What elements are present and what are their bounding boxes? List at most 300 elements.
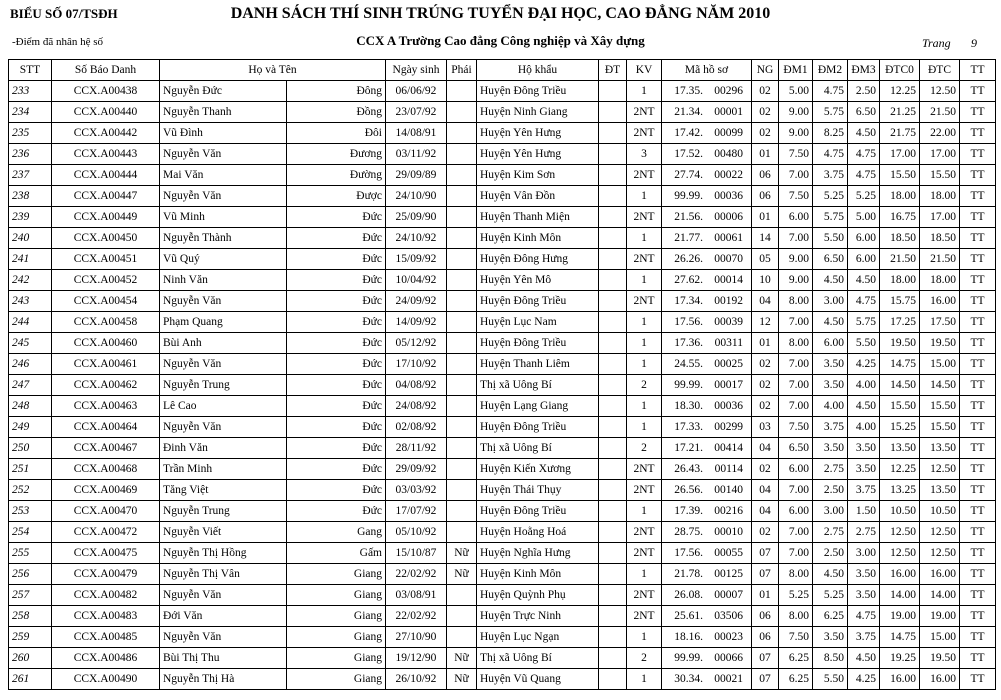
score-1-cell: 9.00 bbox=[779, 123, 813, 144]
total-cell: 10.50 bbox=[920, 501, 960, 522]
stt-cell: 258 bbox=[9, 606, 52, 627]
file-code-cell bbox=[662, 102, 752, 123]
file-code-cell bbox=[662, 459, 752, 480]
gender-cell: Nữ bbox=[447, 564, 477, 585]
table-row bbox=[9, 522, 996, 543]
given-name-cell: Đông bbox=[287, 81, 386, 102]
column-header-ng: NG bbox=[752, 60, 779, 81]
total-cell: 19.00 bbox=[920, 606, 960, 627]
file-code-prefix: 24.55. bbox=[674, 357, 703, 370]
gender-cell bbox=[447, 417, 477, 438]
status-cell: TT bbox=[960, 564, 996, 585]
total-cell: 15.50 bbox=[920, 165, 960, 186]
score-3-cell: 2.50 bbox=[848, 81, 880, 102]
surname-cell: Lê Cao bbox=[160, 396, 287, 417]
total-cell: 18.50 bbox=[920, 228, 960, 249]
score-1-cell: 7.50 bbox=[779, 186, 813, 207]
column-header-name: Họ và Tên bbox=[160, 60, 386, 81]
choice-cell: 03 bbox=[752, 417, 779, 438]
total-raw-cell: 15.50 bbox=[880, 396, 920, 417]
file-code-suffix: 00001 bbox=[714, 105, 743, 118]
household-cell: Huyện Yên Hưng bbox=[477, 123, 599, 144]
column-header-dtc: ĐTC bbox=[920, 60, 960, 81]
household-cell: Thị xã Uông Bí bbox=[477, 648, 599, 669]
total-cell: 17.50 bbox=[920, 312, 960, 333]
household-cell: Huyện Đông Triều bbox=[477, 417, 599, 438]
score-3-cell: 4.50 bbox=[848, 396, 880, 417]
table-row bbox=[9, 417, 996, 438]
file-code-prefix: 28.75. bbox=[674, 525, 703, 538]
file-code-cell bbox=[662, 207, 752, 228]
household-cell: Huyện Lục Ngạn bbox=[477, 627, 599, 648]
choice-cell: 07 bbox=[752, 669, 779, 690]
score-2-cell: 6.50 bbox=[813, 249, 848, 270]
total-cell: 15.00 bbox=[920, 354, 960, 375]
household-cell: Huyện Đông Triều bbox=[477, 291, 599, 312]
gender-cell bbox=[447, 165, 477, 186]
score-2-cell: 3.50 bbox=[813, 627, 848, 648]
gender-cell: Nữ bbox=[447, 543, 477, 564]
region-cell: 2NT bbox=[627, 585, 662, 606]
candidate-number-cell: CCX.A00464 bbox=[52, 417, 160, 438]
birth-date-cell: 10/04/92 bbox=[386, 270, 447, 291]
region-cell: 1 bbox=[627, 417, 662, 438]
file-code-prefix: 17.56. bbox=[674, 546, 703, 559]
total-cell: 16.00 bbox=[920, 291, 960, 312]
total-raw-cell: 18.00 bbox=[880, 186, 920, 207]
birth-date-cell: 22/02/92 bbox=[386, 606, 447, 627]
gender-cell bbox=[447, 375, 477, 396]
column-header-household: Hộ khẩu bbox=[477, 60, 599, 81]
file-code-suffix: 00192 bbox=[714, 294, 743, 307]
score-2-cell: 4.75 bbox=[813, 144, 848, 165]
household-cell: Huyện Thanh Miện bbox=[477, 207, 599, 228]
total-cell: 21.50 bbox=[920, 102, 960, 123]
total-raw-cell: 16.00 bbox=[880, 564, 920, 585]
score-3-cell: 3.75 bbox=[848, 627, 880, 648]
score-3-cell: 4.75 bbox=[848, 606, 880, 627]
total-raw-cell: 18.50 bbox=[880, 228, 920, 249]
status-cell: TT bbox=[960, 396, 996, 417]
given-name-cell: Giang bbox=[287, 564, 386, 585]
file-code-prefix: 17.21. bbox=[674, 441, 703, 454]
status-cell: TT bbox=[960, 480, 996, 501]
page-number: 9 bbox=[971, 36, 977, 50]
table-row bbox=[9, 648, 996, 669]
file-code-cell bbox=[662, 501, 752, 522]
total-cell: 14.00 bbox=[920, 585, 960, 606]
given-name-cell: Đức bbox=[287, 459, 386, 480]
file-code-cell bbox=[662, 291, 752, 312]
gender-cell bbox=[447, 144, 477, 165]
household-cell: Huyện Yên Mô bbox=[477, 270, 599, 291]
birth-date-cell: 24/09/92 bbox=[386, 291, 447, 312]
choice-cell: 05 bbox=[752, 249, 779, 270]
birth-date-cell: 15/10/87 bbox=[386, 543, 447, 564]
score-2-cell: 3.00 bbox=[813, 501, 848, 522]
given-name-cell: Đức bbox=[287, 333, 386, 354]
score-2-cell: 5.25 bbox=[813, 585, 848, 606]
priority-group-cell bbox=[599, 417, 627, 438]
stt-cell: 239 bbox=[9, 207, 52, 228]
file-code-suffix: 00061 bbox=[714, 231, 743, 244]
table-row bbox=[9, 312, 996, 333]
choice-cell: 06 bbox=[752, 606, 779, 627]
candidate-number-cell: CCX.A00469 bbox=[52, 480, 160, 501]
table-header bbox=[9, 60, 996, 81]
file-code-suffix: 00125 bbox=[714, 567, 743, 580]
score-1-cell: 8.00 bbox=[779, 564, 813, 585]
surname-cell: Nguyễn Văn bbox=[160, 627, 287, 648]
file-code-cell bbox=[662, 354, 752, 375]
surname-cell: Nguyễn Thành bbox=[160, 228, 287, 249]
file-code-prefix: 18.16. bbox=[674, 630, 703, 643]
priority-group-cell bbox=[599, 102, 627, 123]
score-3-cell: 3.50 bbox=[848, 585, 880, 606]
status-cell: TT bbox=[960, 207, 996, 228]
status-cell: TT bbox=[960, 354, 996, 375]
status-cell: TT bbox=[960, 144, 996, 165]
birth-date-cell: 27/10/90 bbox=[386, 627, 447, 648]
stt-cell: 237 bbox=[9, 165, 52, 186]
stt-cell: 246 bbox=[9, 354, 52, 375]
given-name-cell: Đức bbox=[287, 375, 386, 396]
score-2-cell: 3.50 bbox=[813, 375, 848, 396]
given-name-cell: Đường bbox=[287, 165, 386, 186]
surname-cell: Nguyễn Văn bbox=[160, 585, 287, 606]
choice-cell: 04 bbox=[752, 438, 779, 459]
table-row bbox=[9, 249, 996, 270]
score-3-cell: 5.25 bbox=[848, 186, 880, 207]
file-code-prefix: 21.34. bbox=[674, 105, 703, 118]
given-name-cell: Giang bbox=[287, 627, 386, 648]
surname-cell: Vũ Quý bbox=[160, 249, 287, 270]
household-cell: Huyện Ninh Giang bbox=[477, 102, 599, 123]
file-code-cell bbox=[662, 123, 752, 144]
table-row bbox=[9, 81, 996, 102]
table-row bbox=[9, 207, 996, 228]
priority-group-cell bbox=[599, 648, 627, 669]
total-raw-cell: 17.00 bbox=[880, 144, 920, 165]
file-code-cell bbox=[662, 375, 752, 396]
birth-date-cell: 05/12/92 bbox=[386, 333, 447, 354]
score-1-cell: 7.00 bbox=[779, 522, 813, 543]
table-row bbox=[9, 585, 996, 606]
column-header-dm1: ĐM1 bbox=[779, 60, 813, 81]
surname-cell: Ninh Văn bbox=[160, 270, 287, 291]
birth-date-cell: 22/02/92 bbox=[386, 564, 447, 585]
score-2-cell: 5.25 bbox=[813, 186, 848, 207]
file-code-cell bbox=[662, 669, 752, 690]
score-1-cell: 6.00 bbox=[779, 501, 813, 522]
given-name-cell: Giang bbox=[287, 585, 386, 606]
score-2-cell: 5.50 bbox=[813, 669, 848, 690]
score-3-cell: 4.00 bbox=[848, 417, 880, 438]
score-3-cell: 4.50 bbox=[848, 270, 880, 291]
file-code-suffix: 00022 bbox=[714, 168, 743, 181]
region-cell: 2NT bbox=[627, 207, 662, 228]
candidate-number-cell: CCX.A00450 bbox=[52, 228, 160, 249]
gender-cell bbox=[447, 123, 477, 144]
candidate-number-cell: CCX.A00467 bbox=[52, 438, 160, 459]
gender-cell bbox=[447, 585, 477, 606]
score-3-cell: 4.25 bbox=[848, 669, 880, 690]
file-code-cell bbox=[662, 564, 752, 585]
status-cell: TT bbox=[960, 522, 996, 543]
table-row bbox=[9, 606, 996, 627]
candidate-number-cell: CCX.A00483 bbox=[52, 606, 160, 627]
choice-cell: 10 bbox=[752, 270, 779, 291]
file-code-suffix: 00296 bbox=[714, 84, 743, 97]
household-cell: Huyện Thanh Liêm bbox=[477, 354, 599, 375]
total-cell: 22.00 bbox=[920, 123, 960, 144]
total-raw-cell: 19.25 bbox=[880, 648, 920, 669]
status-cell: TT bbox=[960, 312, 996, 333]
choice-cell: 04 bbox=[752, 501, 779, 522]
priority-group-cell bbox=[599, 375, 627, 396]
total-cell: 19.50 bbox=[920, 333, 960, 354]
status-cell: TT bbox=[960, 333, 996, 354]
score-2-cell: 6.25 bbox=[813, 606, 848, 627]
file-code-prefix: 21.78. bbox=[674, 567, 703, 580]
surname-cell: Nguyễn Thị Vân bbox=[160, 564, 287, 585]
surname-cell: Vũ Minh bbox=[160, 207, 287, 228]
stt-cell: 248 bbox=[9, 396, 52, 417]
total-raw-cell: 14.75 bbox=[880, 627, 920, 648]
score-1-cell: 8.00 bbox=[779, 291, 813, 312]
gender-cell bbox=[447, 354, 477, 375]
birth-date-cell: 24/10/92 bbox=[386, 228, 447, 249]
score-2-cell: 4.50 bbox=[813, 312, 848, 333]
file-code-prefix: 30.34. bbox=[674, 672, 703, 685]
gender-cell bbox=[447, 501, 477, 522]
surname-cell: Nguyễn Văn bbox=[160, 186, 287, 207]
total-cell: 15.50 bbox=[920, 396, 960, 417]
status-cell: TT bbox=[960, 165, 996, 186]
household-cell: Huyện Hoằng Hoá bbox=[477, 522, 599, 543]
region-cell: 2 bbox=[627, 438, 662, 459]
table-row bbox=[9, 165, 996, 186]
column-header-birth: Ngày sinh bbox=[386, 60, 447, 81]
score-3-cell: 6.50 bbox=[848, 102, 880, 123]
table-row bbox=[9, 669, 996, 690]
stt-cell: 242 bbox=[9, 270, 52, 291]
file-code-prefix: 27.62. bbox=[674, 273, 703, 286]
file-code-suffix: 00480 bbox=[714, 147, 743, 160]
candidate-number-cell: CCX.A00485 bbox=[52, 627, 160, 648]
candidate-number-cell: CCX.A00468 bbox=[52, 459, 160, 480]
gender-cell: Nữ bbox=[447, 669, 477, 690]
surname-cell: Nguyễn Thanh bbox=[160, 102, 287, 123]
priority-group-cell bbox=[599, 543, 627, 564]
given-name-cell: Đức bbox=[287, 438, 386, 459]
score-1-cell: 5.25 bbox=[779, 585, 813, 606]
total-raw-cell: 19.50 bbox=[880, 333, 920, 354]
priority-group-cell bbox=[599, 669, 627, 690]
status-cell: TT bbox=[960, 375, 996, 396]
table-row bbox=[9, 375, 996, 396]
birth-date-cell: 14/08/91 bbox=[386, 123, 447, 144]
file-code-suffix: 00014 bbox=[714, 273, 743, 286]
gender-cell bbox=[447, 333, 477, 354]
file-code-suffix: 00007 bbox=[714, 588, 743, 601]
stt-cell: 261 bbox=[9, 669, 52, 690]
score-3-cell: 5.00 bbox=[848, 207, 880, 228]
given-name-cell: Đức bbox=[287, 228, 386, 249]
region-cell: 1 bbox=[627, 564, 662, 585]
candidate-number-cell: CCX.A00458 bbox=[52, 312, 160, 333]
priority-group-cell bbox=[599, 207, 627, 228]
household-cell: Huyện Vân Đồn bbox=[477, 186, 599, 207]
file-code-prefix: 99.99. bbox=[674, 378, 703, 391]
region-cell: 1 bbox=[627, 186, 662, 207]
birth-date-cell: 03/08/91 bbox=[386, 585, 447, 606]
score-note: -Điểm đã nhân hệ số bbox=[12, 36, 104, 48]
score-1-cell: 9.00 bbox=[779, 249, 813, 270]
status-cell: TT bbox=[960, 585, 996, 606]
status-cell: TT bbox=[960, 438, 996, 459]
file-code-cell bbox=[662, 186, 752, 207]
candidate-number-cell: CCX.A00452 bbox=[52, 270, 160, 291]
region-cell: 2NT bbox=[627, 249, 662, 270]
file-code-suffix: 00006 bbox=[714, 210, 743, 223]
gender-cell bbox=[447, 396, 477, 417]
table-row bbox=[9, 459, 996, 480]
surname-cell: Nguyễn Thị Hà bbox=[160, 669, 287, 690]
score-1-cell: 6.50 bbox=[779, 438, 813, 459]
table-row bbox=[9, 228, 996, 249]
file-code-prefix: 17.42. bbox=[674, 126, 703, 139]
score-2-cell: 6.00 bbox=[813, 333, 848, 354]
priority-group-cell bbox=[599, 123, 627, 144]
given-name-cell: Đôi bbox=[287, 123, 386, 144]
table-row bbox=[9, 627, 996, 648]
column-header-kv: KV bbox=[627, 60, 662, 81]
household-cell: Huyện Kinh Môn bbox=[477, 228, 599, 249]
surname-cell: Đinh Văn bbox=[160, 438, 287, 459]
total-cell: 18.00 bbox=[920, 186, 960, 207]
total-cell: 12.50 bbox=[920, 522, 960, 543]
household-cell: Thị xã Uông Bí bbox=[477, 375, 599, 396]
priority-group-cell bbox=[599, 585, 627, 606]
score-2-cell: 2.75 bbox=[813, 459, 848, 480]
stt-cell: 235 bbox=[9, 123, 52, 144]
priority-group-cell bbox=[599, 312, 627, 333]
given-name-cell: Được bbox=[287, 186, 386, 207]
given-name-cell: Đức bbox=[287, 396, 386, 417]
score-3-cell: 3.50 bbox=[848, 438, 880, 459]
table-row bbox=[9, 354, 996, 375]
status-cell: TT bbox=[960, 270, 996, 291]
table-row bbox=[9, 396, 996, 417]
region-cell: 1 bbox=[627, 312, 662, 333]
file-code-prefix: 26.56. bbox=[674, 483, 703, 496]
choice-cell: 01 bbox=[752, 144, 779, 165]
stt-cell: 252 bbox=[9, 480, 52, 501]
total-cell: 16.00 bbox=[920, 669, 960, 690]
gender-cell bbox=[447, 186, 477, 207]
region-cell: 1 bbox=[627, 228, 662, 249]
total-raw-cell: 21.25 bbox=[880, 102, 920, 123]
surname-cell: Nguyễn Văn bbox=[160, 144, 287, 165]
birth-date-cell: 05/10/92 bbox=[386, 522, 447, 543]
given-name-cell: Đức bbox=[287, 270, 386, 291]
given-name-cell: Đức bbox=[287, 291, 386, 312]
file-code-cell bbox=[662, 396, 752, 417]
choice-cell: 02 bbox=[752, 354, 779, 375]
given-name-cell: Giang bbox=[287, 606, 386, 627]
choice-cell: 02 bbox=[752, 102, 779, 123]
status-cell: TT bbox=[960, 459, 996, 480]
total-raw-cell: 21.50 bbox=[880, 249, 920, 270]
household-cell: Thị xã Uông Bí bbox=[477, 438, 599, 459]
surname-cell: Nguyễn Viết bbox=[160, 522, 287, 543]
file-code-prefix: 17.35. bbox=[674, 84, 703, 97]
file-code-suffix: 00311 bbox=[714, 336, 743, 349]
region-cell: 1 bbox=[627, 354, 662, 375]
birth-date-cell: 24/10/90 bbox=[386, 186, 447, 207]
score-3-cell: 3.50 bbox=[848, 564, 880, 585]
score-1-cell: 6.00 bbox=[779, 459, 813, 480]
given-name-cell: Đương bbox=[287, 144, 386, 165]
score-1-cell: 5.00 bbox=[779, 81, 813, 102]
table-row bbox=[9, 102, 996, 123]
status-cell: TT bbox=[960, 501, 996, 522]
birth-date-cell: 04/08/92 bbox=[386, 375, 447, 396]
surname-cell: Nguyễn Thị Hồng bbox=[160, 543, 287, 564]
household-cell: Huyện Yên Hưng bbox=[477, 144, 599, 165]
file-code-prefix: 18.30. bbox=[674, 399, 703, 412]
birth-date-cell: 03/03/92 bbox=[386, 480, 447, 501]
table-row bbox=[9, 291, 996, 312]
file-code-cell bbox=[662, 627, 752, 648]
candidate-number-cell: CCX.A00475 bbox=[52, 543, 160, 564]
household-cell: Huyện Đông Triều bbox=[477, 81, 599, 102]
household-cell: Huyện Đông Triều bbox=[477, 501, 599, 522]
surname-cell: Nguyễn Văn bbox=[160, 354, 287, 375]
score-3-cell: 4.25 bbox=[848, 354, 880, 375]
score-1-cell: 7.00 bbox=[779, 396, 813, 417]
region-cell: 1 bbox=[627, 81, 662, 102]
status-cell: TT bbox=[960, 186, 996, 207]
file-code-prefix: 17.39. bbox=[674, 504, 703, 517]
stt-cell: 249 bbox=[9, 417, 52, 438]
region-cell: 2 bbox=[627, 375, 662, 396]
column-header-tt: TT bbox=[960, 60, 996, 81]
household-cell: Huyện Kiến Xương bbox=[477, 459, 599, 480]
priority-group-cell bbox=[599, 186, 627, 207]
score-1-cell: 6.25 bbox=[779, 669, 813, 690]
priority-group-cell bbox=[599, 480, 627, 501]
score-2-cell: 5.75 bbox=[813, 102, 848, 123]
file-code-suffix: 00021 bbox=[714, 672, 743, 685]
priority-group-cell bbox=[599, 165, 627, 186]
score-3-cell: 6.00 bbox=[848, 228, 880, 249]
birth-date-cell: 17/07/92 bbox=[386, 501, 447, 522]
table-row bbox=[9, 144, 996, 165]
surname-cell: Nguyễn Đức bbox=[160, 81, 287, 102]
surname-cell: Nguyễn Trung bbox=[160, 501, 287, 522]
form-code: BIỂU SỐ 07/TSĐH bbox=[10, 6, 118, 21]
column-header-dt: ĐT bbox=[599, 60, 627, 81]
stt-cell: 234 bbox=[9, 102, 52, 123]
status-cell: TT bbox=[960, 606, 996, 627]
candidate-number-cell: CCX.A00444 bbox=[52, 165, 160, 186]
surname-cell: Mai Văn bbox=[160, 165, 287, 186]
file-code-cell bbox=[662, 606, 752, 627]
table-row bbox=[9, 333, 996, 354]
candidate-number-cell: CCX.A00461 bbox=[52, 354, 160, 375]
